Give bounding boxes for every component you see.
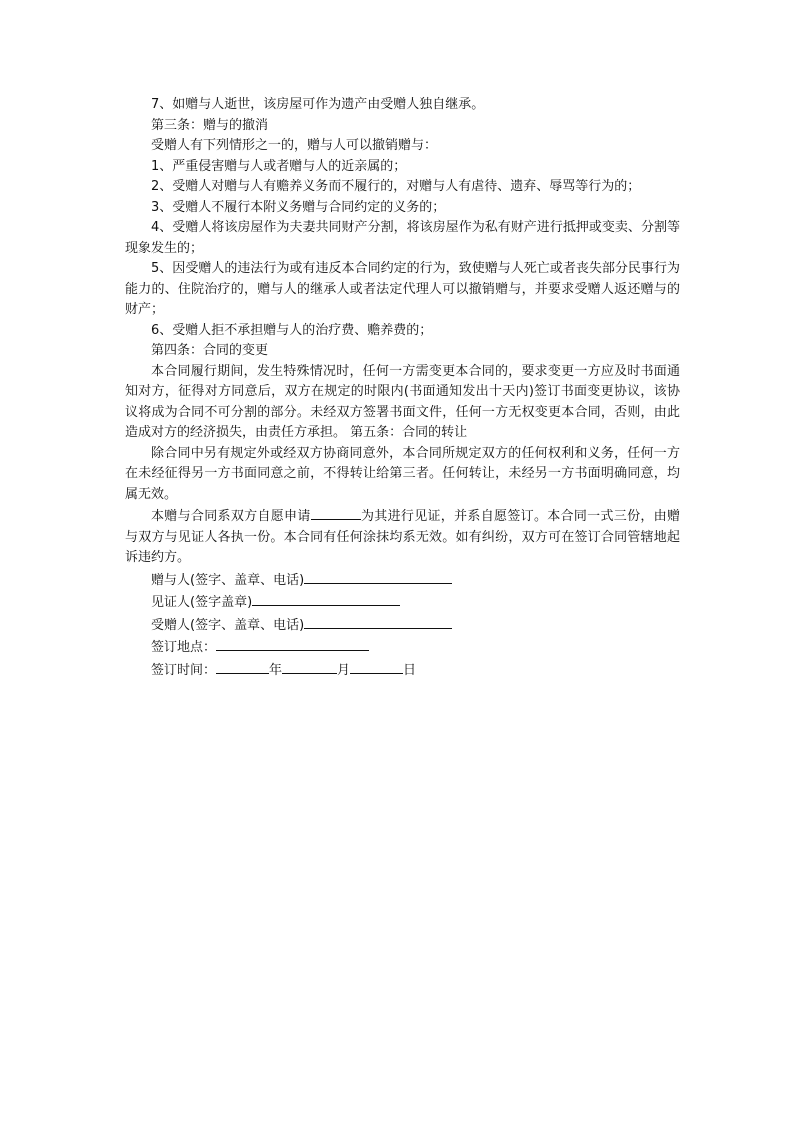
- contract-transfer-paragraph: 除合同中另有规定外或经双方协商同意外，本合同所规定双方的任何权利和义务，任何一方在未经征得另一方书面同意之前，不得转让给第三者。任何转让，未经另一方书面明确同意，均属无效。: [125, 445, 680, 502]
- donor-signature-label: 赠与人(签字、盖章、电话): [151, 572, 305, 588]
- witness-blank-line: [311, 505, 361, 520]
- donee-signature-line: [125, 614, 680, 637]
- revocation-item-4: 4、受赠人将该房屋作为夫妻共同财产分割，将该房屋作为私有财产进行抵押或变卖、分割等现象发生的；: [125, 220, 680, 256]
- month-blank: [282, 659, 337, 674]
- witness-signature-label: 见证人(签字盖章): [151, 595, 253, 610]
- donor-signature-line: [125, 569, 680, 592]
- revocation-item-6: 6、受赠人拒不承担赠与人的治疗费、赡养费的；: [151, 322, 433, 338]
- contract-change-paragraph: 本合同履行期间，发生特殊情况时，任何一方需变更本合同的，要求变更一方应及时书面通知对方，征得对方同意后，双方在规定的时限内(书面通知发出十天内)签订书面变更协议，该协议将成为合同不可分割的部分。未经双方签署书面文件，任何一方无权变更本合同，否则，由此造成对方的经济损失，由责任方承担。 第五条：合同的转让: [125, 363, 680, 440]
- clause-7: 7、如赠与人逝世，该房屋可作为遗产由受赠人独自继承。: [151, 97, 485, 112]
- article-3-heading: 第三条：赠与的撤消: [151, 117, 269, 133]
- revocation-item-1: 1、严重侵害赠与人或者赠与人的近亲属的；: [151, 158, 407, 174]
- year-label: 年: [269, 662, 283, 678]
- day-blank: [350, 659, 403, 674]
- month-label: 月: [337, 662, 351, 678]
- revocation-item-3: 3、受赠人不履行本附义务赠与合同约定的义务的；: [151, 199, 446, 215]
- donee-signature-blank: [304, 614, 452, 629]
- signing-time-line: [125, 659, 680, 682]
- revocation-item-2: 2、受赠人对赠与人有赡养义务而不履行的，对赠与人有虐待、遗弃、辱骂等行为的；: [151, 179, 641, 194]
- contract-body: [125, 95, 680, 681]
- donee-signature-label: 受赠人(签字、盖章、电话): [151, 617, 305, 633]
- signing-place-line: [125, 636, 680, 659]
- year-blank: [216, 659, 269, 674]
- witness-text-after: 为其进行见证，并系自愿签订。本合同一式三份，由赠与双方与见证人各执一份。本合同有任何涂抹均系无效。如有纠纷，双方可在签订合同管辖地起诉违约方。: [125, 509, 680, 565]
- day-label: 日: [403, 662, 417, 678]
- signing-time-label: 签订时间：: [151, 662, 217, 678]
- revocation-item-5: 5、因受赠人的违法行为或有违反本合同约定的行为，致使赠与人死亡或者丧失部分民事行为能力的、住院治疗的，赠与人的继承人或者法定代理人可以撤销赠与，并要求受赠人返还赠与的财产；: [125, 261, 680, 317]
- witness-text-before: 本赠与合同系双方自愿申请: [151, 509, 311, 524]
- witness-signature-blank: [252, 591, 400, 606]
- donor-signature-blank: [304, 569, 452, 584]
- signing-place-blank: [216, 636, 369, 651]
- revocation-intro: 受赠人有下列情形之一的，赠与人可以撤销赠与：: [151, 138, 438, 153]
- witness-signature-line: [125, 591, 680, 614]
- article-4-heading: 第四条：合同的变更: [151, 343, 269, 358]
- signing-place-label: 签订地点：: [151, 640, 217, 655]
- witness-paragraph: [125, 505, 680, 569]
